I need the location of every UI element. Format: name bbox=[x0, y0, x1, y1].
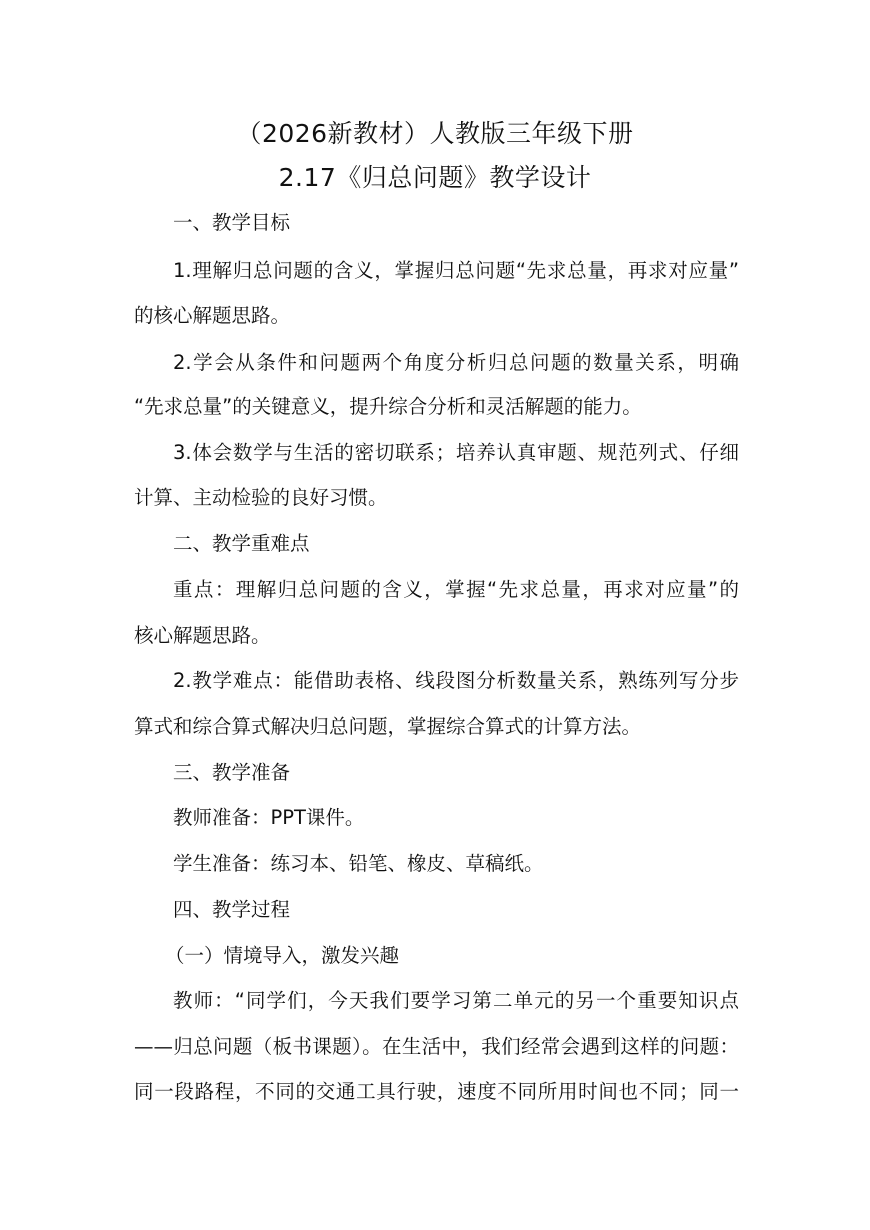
paragraph-line: 2.教学难点：能借助表格、线段图分析数量关系，熟练列写分步 bbox=[173, 669, 739, 692]
subsection-heading: （一）情境导入，激发兴趣 bbox=[165, 944, 400, 967]
paragraph-line: 算式和综合算式解决归总问题，掌握综合算式的计算方法。 bbox=[134, 715, 642, 738]
section-heading-process: 四、教学过程 bbox=[173, 898, 291, 921]
doc-title: （2026新教材）人教版三年级下册 bbox=[236, 119, 634, 148]
section-heading-key-points: 二、教学重难点 bbox=[173, 532, 310, 555]
paragraph-line: 2.学会从条件和问题两个角度分析归总问题的数量关系，明确 bbox=[173, 351, 739, 374]
paragraph-line: 核心解题思路。 bbox=[134, 624, 271, 647]
paragraph-line: 教师：“同学们，今天我们要学习第二单元的另一个重要知识点 bbox=[173, 989, 739, 1012]
section-heading-preparation: 三、教学准备 bbox=[173, 761, 291, 784]
paragraph-line: 的核心解题思路。 bbox=[134, 304, 291, 327]
paragraph-line: 计算、主动检验的良好习惯。 bbox=[134, 486, 388, 509]
doc-subtitle: 2.17《归总问题》教学设计 bbox=[278, 163, 592, 192]
paragraph-line: 教师准备：PPT课件。 bbox=[173, 806, 365, 829]
paragraph-line: 3.体会数学与生活的密切联系；培养认真审题、规范列式、仔细 bbox=[173, 441, 739, 464]
section-heading-objectives: 一、教学目标 bbox=[173, 211, 291, 234]
paragraph-line: “先求总量”的关键意义，提升综合分析和灵活解题的能力。 bbox=[134, 395, 642, 418]
paragraph-line: 1.理解归总问题的含义，掌握归总问题“先求总量，再求对应量” bbox=[173, 259, 739, 282]
paragraph-line: 同一段路程，不同的交通工具行驶，速度不同所用时间也不同；同一 bbox=[134, 1080, 739, 1103]
paragraph-line: 学生准备：练习本、铅笔、橡皮、草稿纸。 bbox=[173, 852, 544, 875]
paragraph-line: ——归总问题（板书课题）。在生活中，我们经常会遇到这样的问题： bbox=[134, 1035, 739, 1058]
paragraph-line: 重点：理解归总问题的含义，掌握“先求总量，再求对应量”的 bbox=[173, 578, 739, 601]
